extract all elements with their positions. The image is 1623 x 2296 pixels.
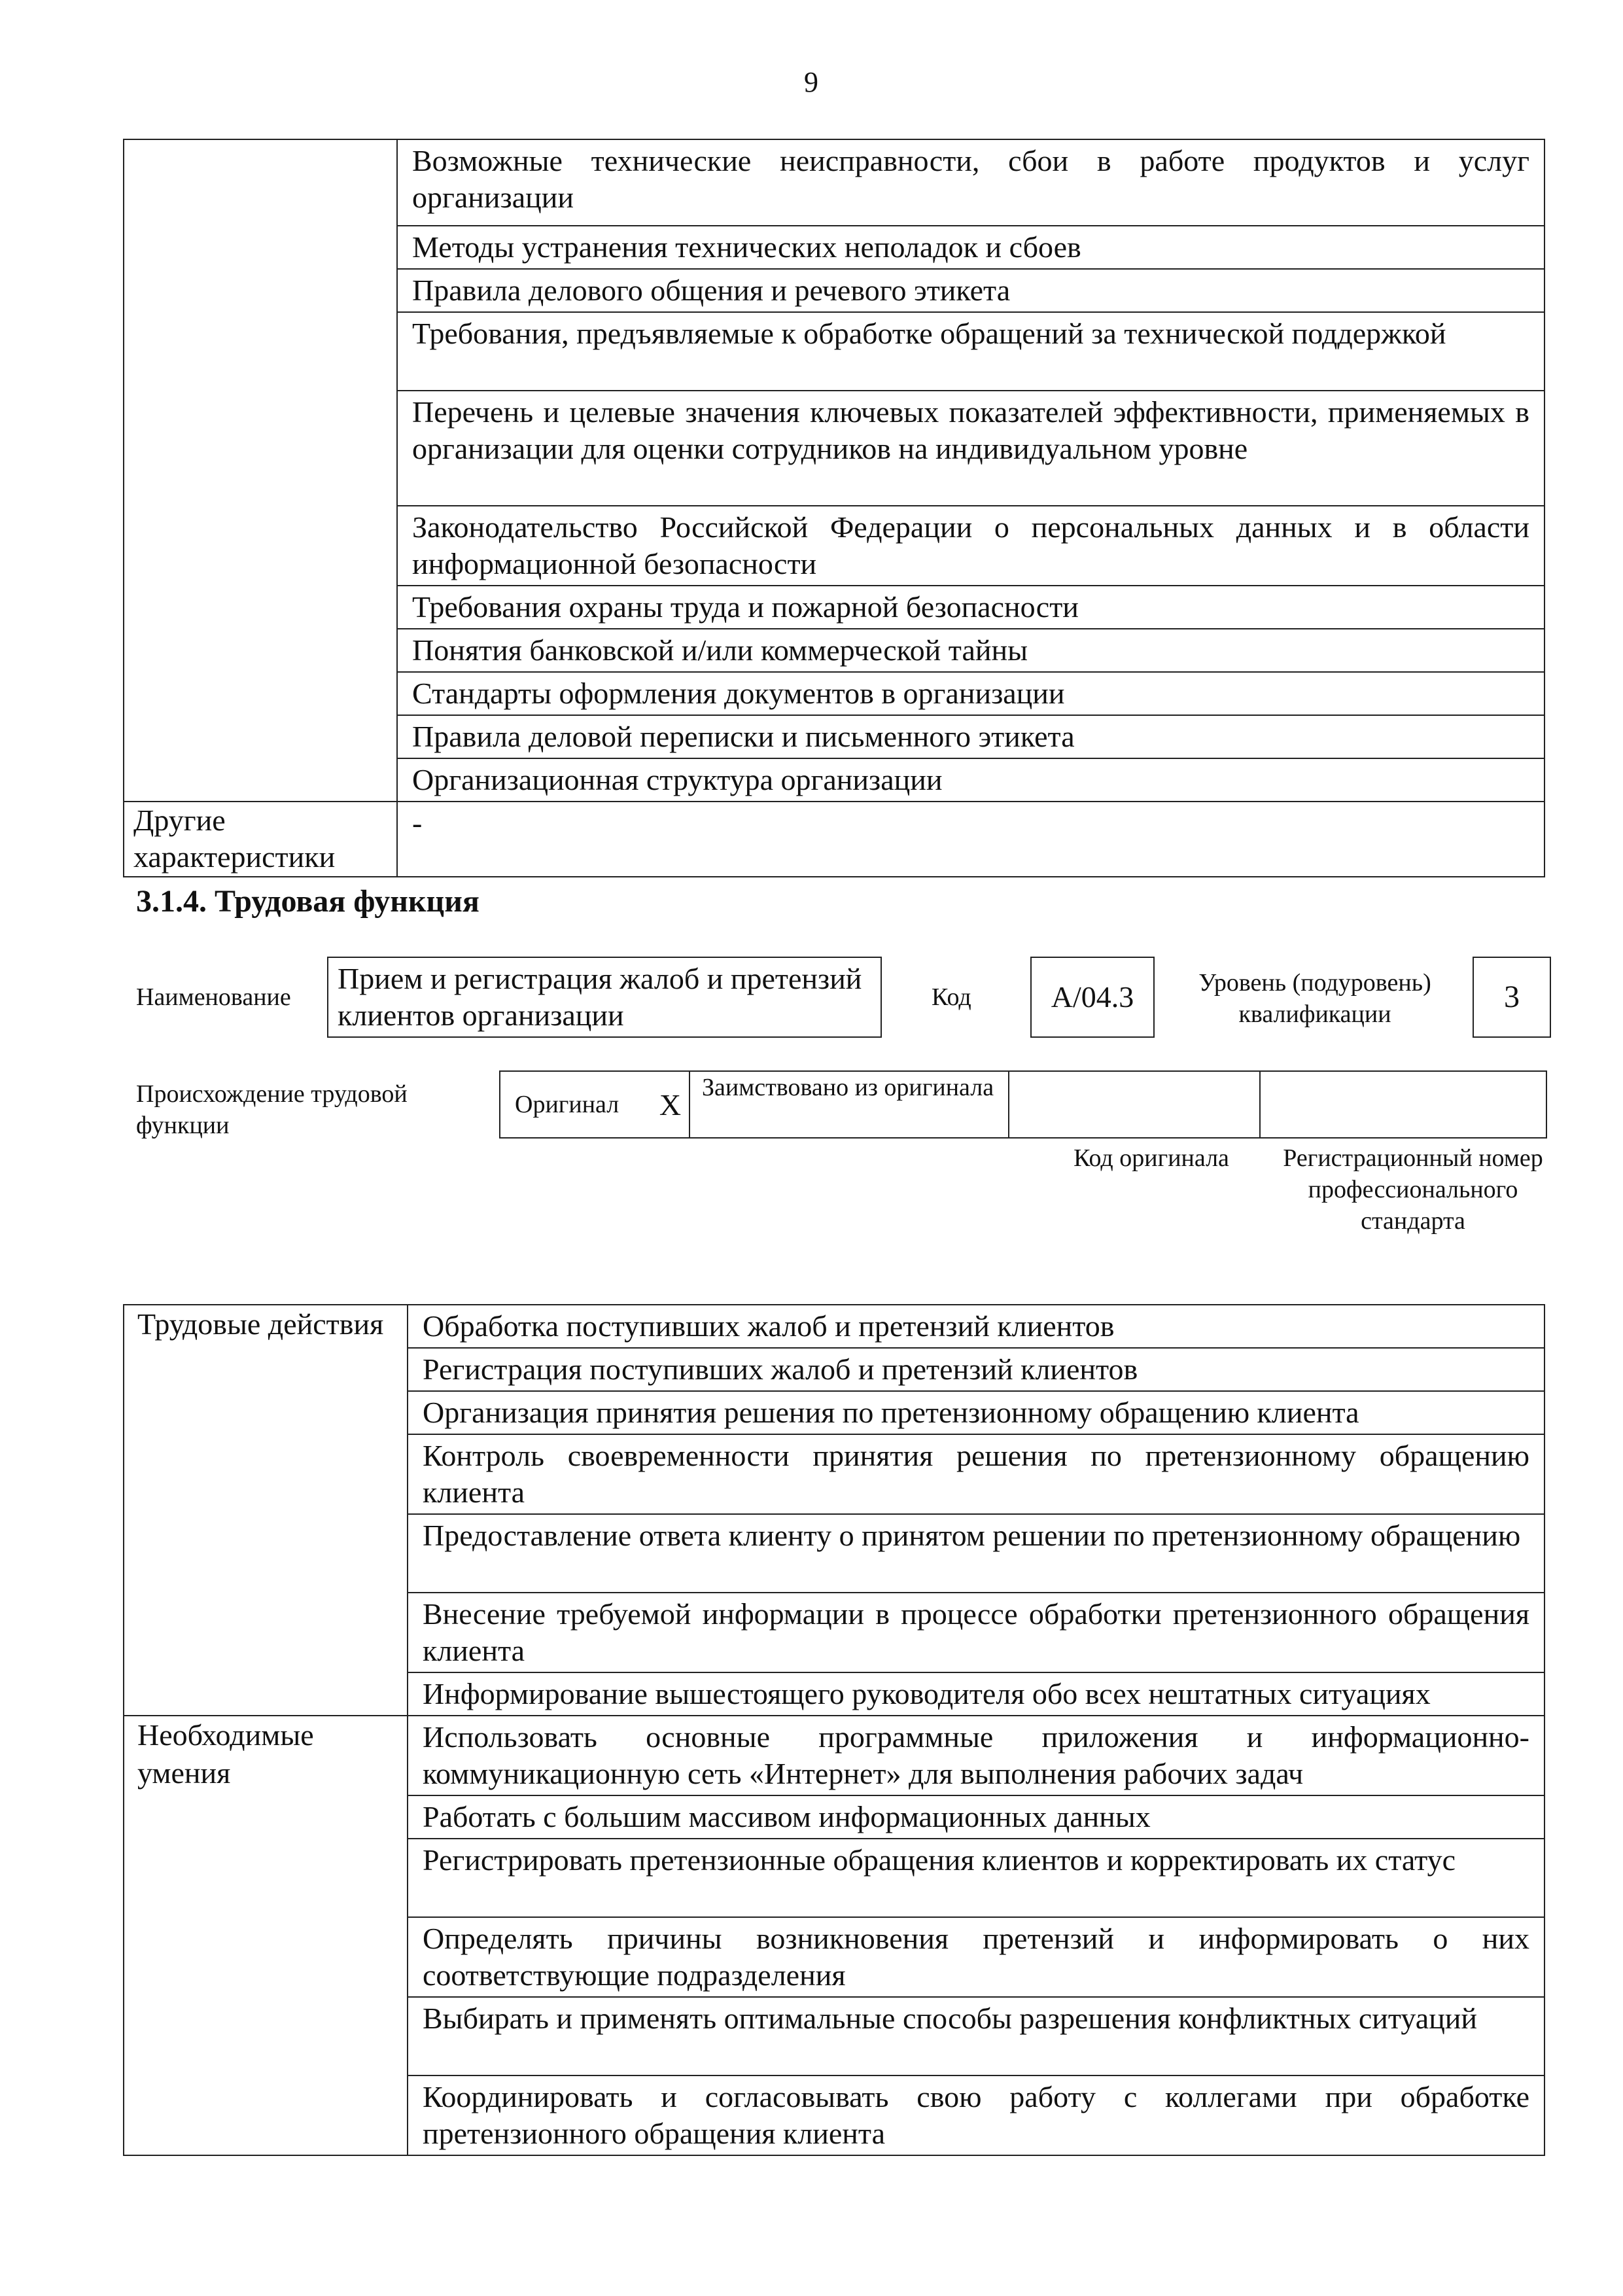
borrowed-label: Заимствовано из оригинала xyxy=(689,1071,1009,1138)
knowledge-table xyxy=(123,139,1545,877)
labor-action-item: Обработка поступивших жалоб и претензий клиентов xyxy=(408,1305,1544,1348)
function-name-box xyxy=(327,957,882,1038)
original-mark: X xyxy=(652,1071,689,1138)
other-characteristics-label: Другие характеристики xyxy=(124,802,397,877)
original-code-cell xyxy=(1009,1071,1260,1138)
skill-item: Работать с большим массивом информационных данных xyxy=(408,1795,1544,1839)
reg-number-label: Регистрационный номер профессионального стандарта xyxy=(1283,1144,1543,1235)
skill-item: Координировать и согласовывать свою работу с коллегами при обработке претензионного обращения клиента xyxy=(408,2075,1544,2155)
labor-action-item: Информирование вышестоящего руководителя обо всех нештатных ситуациях xyxy=(408,1672,1544,1716)
page-number: 9 xyxy=(804,66,818,98)
knowledge-item: Возможные технические неисправности, сбои в работе продуктов и услуг организации xyxy=(397,139,1544,226)
labor-action-item: Организация принятия решения по претензионному обращению клиента xyxy=(408,1391,1544,1434)
origin-table xyxy=(499,1070,1547,1139)
other-characteristics-value: - xyxy=(397,802,1544,877)
name-label: Наименование xyxy=(136,983,291,1011)
code-value: А/04.3 xyxy=(1051,980,1134,1014)
level-value: 3 xyxy=(1504,980,1520,1014)
section-title: 3.1.4. Трудовая функция xyxy=(136,884,480,919)
level-box xyxy=(1473,957,1551,1038)
skill-item: Использовать основные программные приложения и информационно-коммуникационную сеть «Интернет» для выполнения рабочих задач xyxy=(408,1716,1544,1795)
knowledge-item: Правила делового общения и речевого этикета xyxy=(397,269,1544,312)
labor-action-item: Предоставление ответа клиенту о принятом решении по претензионному обращению xyxy=(408,1514,1544,1593)
skill-item: Регистрировать претензионные обращения клиентов и корректировать их статус xyxy=(408,1839,1544,1917)
knowledge-item: Законодательство Российской Федерации о персональных данных и в области информационной безопасности xyxy=(397,506,1544,586)
labor-action-item: Регистрация поступивших жалоб и претензий клиентов xyxy=(408,1348,1544,1391)
knowledge-item: Методы устранения технических неполадок и сбоев xyxy=(397,226,1544,269)
knowledge-item: Стандарты оформления документов в организации xyxy=(397,672,1544,715)
knowledge-label-cell xyxy=(124,139,397,802)
labor-action-item: Внесение требуемой информации в процессе обработки претензионного обращения клиента xyxy=(408,1593,1544,1672)
knowledge-item: Требования охраны труда и пожарной безопасности xyxy=(397,586,1544,629)
reg-number-cell xyxy=(1260,1071,1546,1138)
knowledge-item: Организационная структура организации xyxy=(397,758,1544,802)
labor-action-item: Контроль своевременности принятия решения по претензионному обращению клиента xyxy=(408,1434,1544,1514)
level-label: Уровень (подуровень) квалификации xyxy=(1198,969,1431,1028)
original-label: Оригинал xyxy=(500,1071,652,1138)
actions-skills-table xyxy=(123,1304,1545,2156)
function-name-value: Прием и регистрация жалоб и претензий клиентов организации xyxy=(338,962,862,1032)
required-skills-label: Необходимые умения xyxy=(124,1716,408,2155)
skill-item: Определять причины возникновения претензий и информировать о них соответствующие подразделения xyxy=(408,1917,1544,1997)
origin-label: Происхождение трудовой функции xyxy=(136,1080,408,1139)
code-label: Код xyxy=(932,983,971,1011)
knowledge-item: Требования, предъявляемые к обработке обращений за технической поддержкой xyxy=(397,312,1544,391)
labor-actions-label: Трудовые действия xyxy=(124,1305,408,1716)
knowledge-item: Правила деловой переписки и письменного этикета xyxy=(397,715,1544,758)
code-box xyxy=(1030,957,1155,1038)
skill-item: Выбирать и применять оптимальные способы разрешения конфликтных ситуаций xyxy=(408,1997,1544,2075)
code-original-label: Код оригинала xyxy=(1073,1144,1229,1172)
knowledge-item: Перечень и целевые значения ключевых показателей эффективности, применяемых в организации для оценки сотрудников на индивидуальном уровне xyxy=(397,391,1544,506)
knowledge-item: Понятия банковской и/или коммерческой тайны xyxy=(397,629,1544,672)
